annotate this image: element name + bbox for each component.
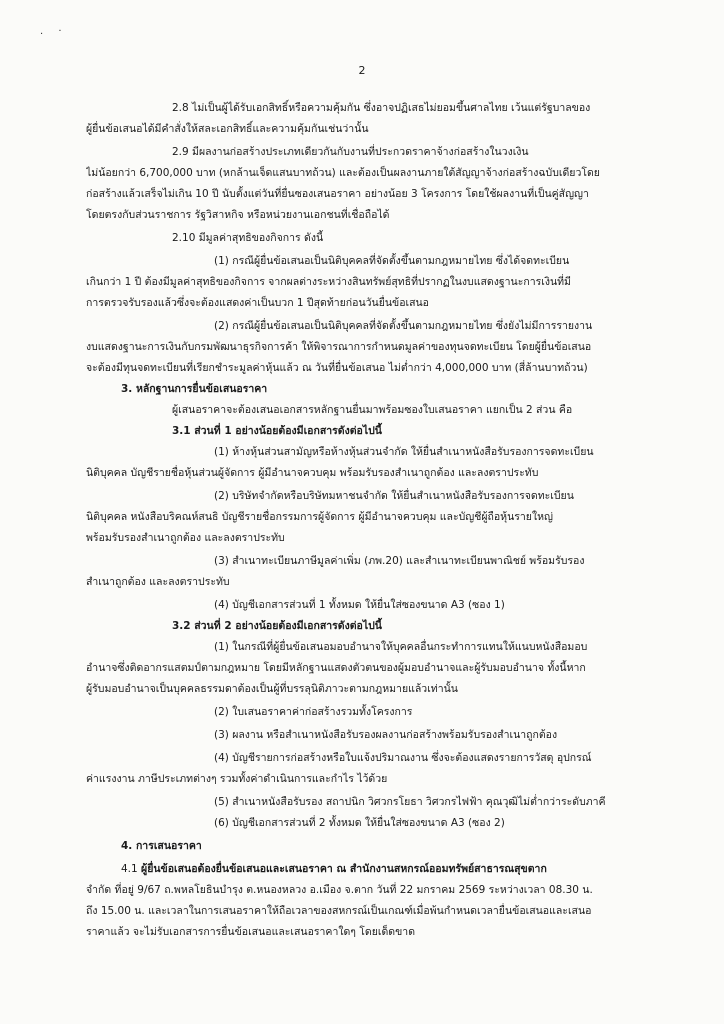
item-3-2-4-line-1: (4) บัญชีรายการก่อสร้างหรือใบแจ้งปริมาณงาน ซึ่งจะต้องแสดงรายการวัสดุ อุปกรณ์ <box>214 752 592 764</box>
item-3-1-2-line-3: พร้อมรับรองสำเนาถูกต้อง และลงตราประทับ <box>86 532 285 544</box>
clause-4-1-line-2: จำกัด ที่อยู่ 9/67 ถ.พหลโยธินบำรุง ต.หนองหลวง อ.เมือง จ.ตาก วันที่ 22 มกราคม 2569 ระหว่างเวลา 08.30 น. <box>86 884 593 896</box>
item-3-1-3-line-2: สำเนาถูกต้อง และลงตราประทับ <box>86 576 230 588</box>
section-3-2-heading: 3.2 ส่วนที่ 2 อย่างน้อยต้องมีเอกสารดังต่อไปนี้ <box>172 620 382 632</box>
clause-2-9-line-2: ไม่น้อยกว่า 6,700,000 บาท (หกล้านเจ็ดแสนบาทถ้วน) และต้องเป็นผลงานภายใต้สัญญาจ้างก่อสร้างฉบับเดียวโดย <box>86 167 600 179</box>
clause-2-10-2-line-2: งบแสดงฐานะการเงินกับกรมพัฒนาธุรกิจการค้า ให้พิจารณาการกำหนดมูลค่าของทุนจดทะเบียน โดยผู้ยื่นข้อเสนอ <box>86 341 592 353</box>
clause-4-1-line-1 <box>86 859 664 880</box>
clause-2-8-line-1: 2.8 ไม่เป็นผู้ได้รับเอกสิทธิ์หรือความคุ้มกัน ซึ่งอาจปฏิเสธไม่ยอมขึ้นศาลไทย เว้นแต่รัฐบาลของ <box>172 102 591 114</box>
clause-2-9-line-1: 2.9 มีผลงานก่อสร้างประเภทเดียวกันกับงานที่ประกวดราคาจ้างก่อสร้างในวงเงิน <box>172 146 529 158</box>
clause-2-10-2-line-3: จะต้องมีทุนจดทะเบียนที่เรียกชำระมูลค่าหุ้นแล้ว ณ วันที่ยื่นข้อเสนอ ไม่ต่ำกว่า 4,000,000 บาท (สี่ล้านบาทถ้วน) <box>86 362 588 374</box>
clause-2-10-1-line-3: การตรวจรับรองแล้วซึ่งจะต้องแสดงค่าเป็นบวก 1 ปีสุดท้ายก่อนวันยื่นข้อเสนอ <box>86 297 429 309</box>
clause-2-9-line-4: โดยตรงกับส่วนราชการ รัฐวิสาหกิจ หรือหน่วยงานเอกชนที่เชื่อถือได้ <box>86 209 390 221</box>
item-3-2-5: (5) สำเนาหนังสือรับรอง สถาปนิก วิศวกรโยธา วิศวกรไฟฟ้า คุณวุฒิไม่ต่ำกว่าระดับภาคี <box>214 796 606 808</box>
clause-2-10-1-line-2: เกินกว่า 1 ปี ต้องมีมูลค่าสุทธิของกิจการ จากผลต่างระหว่างสินทรัพย์สุทธิที่ปรากฏในงบแสดงฐานะการเงินที่มี <box>86 276 571 288</box>
section-3-1-heading: 3.1 ส่วนที่ 1 อย่างน้อยต้องมีเอกสารดังต่อไปนี้ <box>172 425 382 437</box>
item-3-2-4-line-2: ค่าแรงงาน ภาษีประเภทต่างๆ รวมทั้งค่าดำเนินการและกำไร ไว้ด้วย <box>86 773 388 785</box>
item-3-1-1-line-2: นิติบุคคล บัญชีรายชื่อหุ้นส่วนผู้จัดการ ผู้มีอำนาจควบคุม พร้อมรับรองสำเนาถูกต้อง และลงตราประทับ <box>86 467 539 479</box>
item-3-1-4: (4) บัญชีเอกสารส่วนที่ 1 ทั้งหมด ให้ยื่นใส่ซองขนาด A3 (ซอง 1) <box>214 599 505 611</box>
clause-2-10-heading: 2.10 มีมูลค่าสุทธิของกิจการ ดังนี้ <box>172 232 324 244</box>
item-3-2-2: (2) ใบเสนอราคาค่าก่อสร้างรวมทั้งโครงการ <box>214 706 413 718</box>
item-3-1-3-line-1: (3) สำเนาทะเบียนภาษีมูลค่าเพิ่ม (ภพ.20) และสำเนาทะเบียนพาณิชย์ พร้อมรับรอง <box>214 555 585 567</box>
clause-4-1-bold-text: ผู้ยื่นข้อเสนอต้องยื่นข้อเสนอและเสนอราคา ณ สำนักงานสหกรณ์ออมทรัพย์สาธารณสุขตาก <box>141 863 547 875</box>
section-3-heading: 3. หลักฐานการยื่นข้อเสนอราคา <box>121 383 268 395</box>
clause-2-9-line-3: ก่อสร้างแล้วเสร็จไม่เกิน 10 ปี นับตั้งแต่วันที่ยื่นซองเสนอราคา อย่างน้อย 3 โครงการ โดยใช้ผลงานที่เป็นคู่สัญญา <box>86 188 589 200</box>
item-3-2-1-line-1: (1) ในกรณีที่ผู้ยื่นข้อเสนอมอบอำนาจให้บุคคลอื่นกระทำการแทนให้แนบหนังสือมอบ <box>214 641 588 653</box>
section-3-intro: ผู้เสนอราคาจะต้องเสนอเอกสารหลักฐานยื่นมาพร้อมซองใบเสนอราคา แยกเป็น 2 ส่วน คือ <box>172 404 573 416</box>
scan-specks: . · <box>40 26 68 37</box>
clause-2-8-line-2: ผู้ยื่นข้อเสนอได้มีคำสั่งให้สละเอกสิทธิ์และความคุ้มกันเช่นว่านั้น <box>86 123 369 135</box>
clause-4-1-line-3: ถึง 15.00 น. และเวลาในการเสนอราคาให้ถือเวลาของสหกรณ์เป็นเกณฑ์เมื่อพ้นกำหนดเวลายื่นข้อเสนอและเสนอ <box>86 905 592 917</box>
clause-4-1-line-4: ราคาแล้ว จะไม่รับเอกสารการยื่นข้อเสนอและเสนอราคาใดๆ โดยเด็ดขาด <box>86 926 416 938</box>
item-3-2-6: (6) บัญชีเอกสารส่วนที่ 2 ทั้งหมด ให้ยื่นใส่ซองขนาด A3 (ซอง 2) <box>214 817 505 829</box>
document-body <box>86 98 664 943</box>
item-3-2-1-line-3: ผู้รับมอบอำนาจเป็นบุคคลธรรมดาต้องเป็นผู้ที่บรรลุนิติภาวะตามกฎหมายแล้วเท่านั้น <box>86 683 458 695</box>
item-3-1-2-line-1: (2) บริษัทจำกัดหรือบริษัทมหาชนจำกัด ให้ยื่นสำเนาหนังสือรับรองการจดทะเบียน <box>214 490 574 502</box>
item-3-1-2-line-2: นิติบุคคล หนังสือบริคณห์สนธิ บัญชีรายชื่อกรรมการผู้จัดการ ผู้มีอำนาจควบคุม และบัญชีผู้ถือหุ้นรายใหญ่ <box>86 511 553 523</box>
item-3-2-3: (3) ผลงาน หรือสำเนาหนังสือรับรองผลงานก่อสร้างพร้อมรับรองสำเนาถูกต้อง <box>214 729 558 741</box>
clause-2-10-1-line-1: (1) กรณีผู้ยื่นข้อเสนอเป็นนิติบุคคลที่จัดตั้งขึ้นตามกฎหมายไทย ซึ่งได้จดทะเบียน <box>214 255 570 267</box>
section-4-heading: 4. การเสนอราคา <box>121 840 202 852</box>
clause-2-10-2-line-1: (2) กรณีผู้ยื่นข้อเสนอเป็นนิติบุคคลที่จัดตั้งขึ้นตามกฎหมายไทย ซึ่งยังไม่มีการรายงาน <box>214 320 593 332</box>
item-3-1-1-line-1: (1) ห้างหุ้นส่วนสามัญหรือห้างหุ้นส่วนจำกัด ให้ยื่นสำเนาหนังสือรับรองการจดทะเบียน <box>214 446 594 458</box>
clause-4-1-number: 4.1 <box>121 863 138 875</box>
item-3-2-1-line-2: อำนาจซึ่งติดอากรแสตมป์ตามกฎหมาย โดยมีหลักฐานแสดงตัวตนของผู้มอบอำนาจและผู้รับมอบอำนาจ ทั้งนี้หาก <box>86 662 586 674</box>
page-number: 2 <box>358 64 366 77</box>
